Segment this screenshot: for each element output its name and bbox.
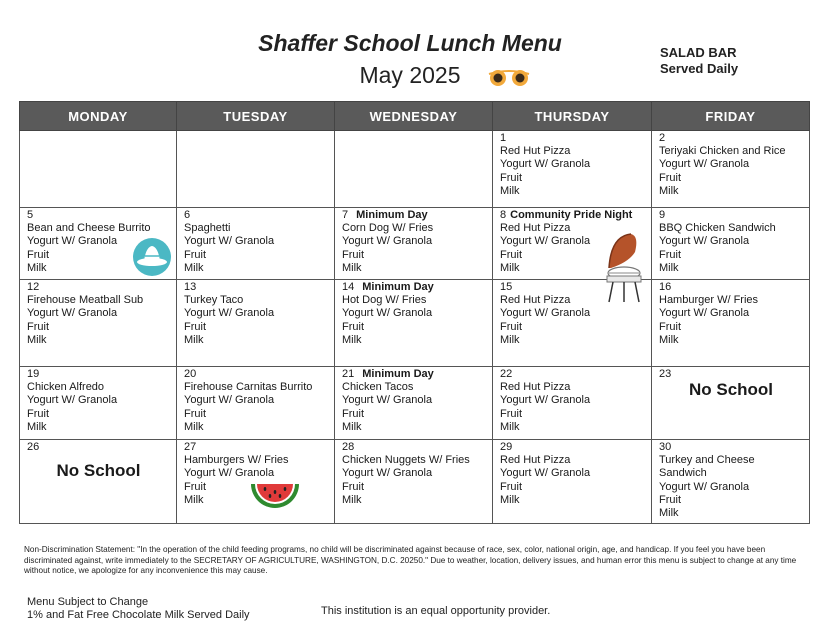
- day-number: 6: [184, 209, 191, 221]
- menu-item: Corn Dog W/ Fries: [342, 222, 434, 235]
- menu-item: Milk: [500, 493, 520, 506]
- menu-item: Yogurt W/ Granola: [184, 307, 275, 320]
- day-number: 26: [27, 441, 40, 453]
- menu-item: Milk: [659, 184, 679, 197]
- day-cell: [177, 208, 335, 280]
- menu-item: Milk: [342, 333, 362, 346]
- weekday-header-row: [20, 102, 810, 131]
- non-discrimination-statement: Non-Discrimination Statement: "In the operation of the child feeding programs, no child will be discriminated against because of race, sex, color, national origin, age, and handicap. If you feel you have been discriminated against, write immediately to the SECRETARY OF AGRICULTURE, WASHINGTON, D.C. 20250." Due to weather, location, delivery issues, and human error this menu is subject to change at any time without notice, we apologize for any inconvenience this may cause.: [24, 545, 797, 575]
- menu-item: Milk: [500, 333, 520, 346]
- week-row: [20, 367, 810, 440]
- menu-item: Fruit: [500, 407, 522, 420]
- day-number: 7: [342, 209, 349, 221]
- menu-item: Yogurt W/ Granola: [500, 394, 591, 407]
- menu-item: Yogurt W/ Granola: [500, 307, 591, 320]
- menu-item: Yogurt W/ Granola: [659, 307, 750, 320]
- menu-item: Milk: [659, 333, 679, 346]
- bbq-grill-icon: [603, 228, 645, 304]
- day-number: 13: [184, 281, 197, 293]
- menu-item: Fruit: [659, 493, 681, 506]
- menu-item: Fruit: [500, 248, 522, 261]
- menu-calendar: [19, 101, 810, 524]
- menu-item: Fruit: [659, 248, 681, 261]
- menu-item: Milk: [342, 493, 362, 506]
- menu-item: Fruit: [659, 320, 681, 333]
- menu-item: Turkey and Cheese: [659, 454, 755, 467]
- menu-item: Milk: [184, 333, 204, 346]
- menu-item: Hamburger W/ Fries: [659, 294, 759, 307]
- menu-item: Chicken Tacos: [342, 381, 414, 394]
- menu-item: Yogurt W/ Granola: [342, 307, 433, 320]
- day-number: 22: [500, 368, 513, 380]
- menu-item: Yogurt W/ Granola: [27, 235, 118, 248]
- day-number: 27: [184, 441, 197, 453]
- menu-item: Yogurt W/ Granola: [342, 467, 433, 480]
- week-row: [20, 208, 810, 280]
- day-number: 29: [500, 441, 513, 453]
- no-school-label: No School: [688, 380, 774, 400]
- menu-item: Milk: [184, 261, 204, 274]
- menu-item: Red Hut Pizza: [500, 222, 571, 235]
- menu-item: Fruit: [184, 407, 206, 420]
- menu-item: Fruit: [27, 320, 49, 333]
- menu-item: Milk: [342, 261, 362, 274]
- menu-item: BBQ Chicken Sandwich: [659, 222, 776, 235]
- sunglasses-icon: [485, 66, 533, 88]
- menu-item: Yogurt W/ Granola: [500, 158, 591, 171]
- salad-bar-line2: Served Daily: [660, 61, 739, 76]
- menu-item: Fruit: [184, 320, 206, 333]
- menu-item: Yogurt W/ Granola: [342, 394, 433, 407]
- menu-item: Firehouse Carnitas Burrito: [184, 381, 313, 394]
- week-row: [20, 131, 810, 208]
- menu-item: Fruit: [342, 320, 364, 333]
- menu-item: Red Hut Pizza: [500, 145, 571, 158]
- day-number: 23: [659, 368, 672, 380]
- menu-item: Red Hut Pizza: [500, 381, 571, 394]
- day-cell: [652, 208, 810, 280]
- weekday-monday: MONDAY: [20, 102, 177, 131]
- watermelon-icon: [249, 482, 301, 510]
- no-school-label: No School: [56, 461, 141, 481]
- menu-item: Milk: [500, 184, 520, 197]
- menu-item: Fruit: [342, 480, 364, 493]
- day-cell: [20, 440, 177, 524]
- week-row: [20, 280, 810, 367]
- day-cell: [493, 367, 652, 440]
- minimum-day-note: Minimum Day: [362, 368, 434, 380]
- footer-notes: [27, 596, 250, 622]
- menu-item: Yogurt W/ Granola: [342, 235, 433, 248]
- menu-item: Red Hut Pizza: [500, 294, 571, 307]
- menu-item: Yogurt W/ Granola: [27, 394, 118, 407]
- day-number: 8: [500, 209, 507, 221]
- day-number: 19: [27, 368, 40, 380]
- menu-item: Red Hut Pizza: [500, 454, 571, 467]
- menu-item: Chicken Alfredo: [27, 381, 105, 394]
- day-cell: [20, 280, 177, 367]
- day-cell: [20, 367, 177, 440]
- menu-item: Milk: [27, 420, 47, 433]
- day-cell: [652, 367, 810, 440]
- day-number: 14: [342, 281, 355, 293]
- menu-item: Fruit: [27, 407, 49, 420]
- weekday-thursday: THURSDAY: [493, 102, 652, 131]
- day-cell: [335, 280, 493, 367]
- week-row: [20, 440, 810, 524]
- menu-item: Fruit: [500, 320, 522, 333]
- day-cell: [335, 208, 493, 280]
- menu-item: Fruit: [27, 248, 49, 261]
- menu-item: Milk: [500, 261, 520, 274]
- day-number: 15: [500, 281, 513, 293]
- menu-month: May 2025: [359, 62, 461, 88]
- menu-item: Yogurt W/ Granola: [659, 158, 750, 171]
- menu-item: Yogurt W/ Granola: [184, 467, 275, 480]
- day-cell: [493, 440, 652, 524]
- day-number: 21: [342, 368, 355, 380]
- day-cell: [652, 440, 810, 524]
- menu-change-note: Menu Subject to Change: [27, 596, 149, 608]
- menu-item: Chicken Nuggets W/ Fries: [342, 454, 470, 467]
- day-cell: [335, 131, 493, 208]
- day-number: 12: [27, 281, 40, 293]
- menu-item: Fruit: [500, 480, 522, 493]
- day-cell: [652, 131, 810, 208]
- weekday-friday: FRIDAY: [652, 102, 810, 131]
- menu-item: Firehouse Meatball Sub: [27, 294, 144, 307]
- menu-item: Milk: [659, 507, 679, 520]
- menu-item: Fruit: [184, 248, 206, 261]
- weekday-wednesday: WEDNESDAY: [335, 102, 493, 131]
- menu-item: Milk: [27, 333, 47, 346]
- menu-item: Milk: [659, 261, 679, 274]
- menu-item: Yogurt W/ Granola: [27, 307, 118, 320]
- minimum-day-note: Minimum Day: [356, 209, 428, 221]
- day-cell: [177, 440, 335, 524]
- day-cell: [177, 131, 335, 208]
- menu-item: Fruit: [500, 171, 522, 184]
- weekday-tuesday: TUESDAY: [177, 102, 335, 131]
- menu-item: Milk: [342, 420, 362, 433]
- menu-item: Milk: [184, 493, 204, 506]
- menu-item: Fruit: [659, 171, 681, 184]
- menu-item: Milk: [184, 420, 204, 433]
- day-number: 2: [659, 132, 666, 144]
- day-cell: [20, 208, 177, 280]
- event-note: Community Pride Night: [510, 209, 633, 221]
- menu-item: Yogurt W/ Granola: [500, 467, 591, 480]
- menu-item: Sandwich: [659, 467, 707, 480]
- day-number: 20: [184, 368, 197, 380]
- day-cell: [177, 280, 335, 367]
- menu-item: Milk: [500, 420, 520, 433]
- day-number: 1: [500, 132, 507, 144]
- day-cell: [493, 131, 652, 208]
- day-cell: [652, 280, 810, 367]
- menu-item: Hot Dog W/ Fries: [342, 294, 427, 307]
- equal-opportunity-note: This institution is an equal opportunity provider.: [321, 605, 551, 617]
- menu-item: Fruit: [342, 248, 364, 261]
- menu-item: Milk: [27, 261, 47, 274]
- sombrero-icon: [132, 238, 172, 276]
- menu-item: Yogurt W/ Granola: [184, 394, 275, 407]
- day-number: 16: [659, 281, 672, 293]
- menu-item: Yogurt W/ Granola: [659, 235, 750, 248]
- milk-note: 1% and Fat Free Chocolate Milk Served Daily: [27, 609, 250, 621]
- day-cell: [20, 131, 177, 208]
- menu-item: Fruit: [184, 480, 206, 493]
- menu-item: Yogurt W/ Granola: [659, 480, 750, 493]
- day-cell: [335, 440, 493, 524]
- menu-item: Fruit: [342, 407, 364, 420]
- day-number: 30: [659, 441, 672, 453]
- menu-item: Spaghetti: [184, 222, 231, 235]
- salad-bar-note: [660, 45, 738, 77]
- menu-item: Yogurt W/ Granola: [184, 235, 275, 248]
- day-number: 28: [342, 441, 355, 453]
- day-number: 5: [27, 209, 34, 221]
- day-cell: [335, 367, 493, 440]
- salad-bar-line1: SALAD BAR: [660, 45, 737, 60]
- menu-title: Shaffer School Lunch Menu: [258, 30, 562, 56]
- menu-item: Turkey Taco: [184, 294, 244, 307]
- day-number: 9: [659, 209, 666, 221]
- minimum-day-note: Minimum Day: [362, 281, 434, 293]
- menu-item: Bean and Cheese Burrito: [27, 222, 151, 235]
- menu-item: Yogurt W/ Granola: [500, 235, 591, 248]
- menu-item: Teriyaki Chicken and Rice: [659, 145, 786, 158]
- menu-item: Hamburgers W/ Fries: [184, 454, 289, 467]
- day-cell: [177, 367, 335, 440]
- day-cell: [493, 208, 652, 280]
